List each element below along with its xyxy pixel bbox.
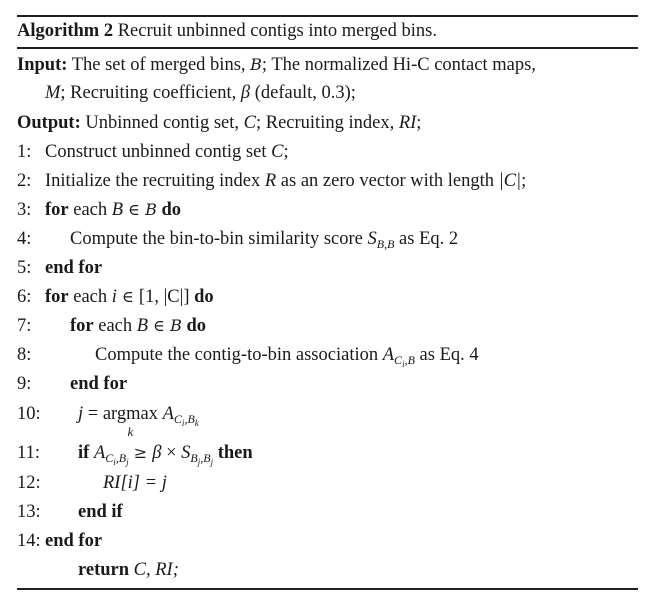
line-number: 8: xyxy=(17,345,32,365)
step-text-2: as an zero vector with length xyxy=(276,171,499,191)
equals-sign: = xyxy=(83,404,103,424)
step-text-2: as Eq. 4 xyxy=(414,345,479,365)
step-subscript: B,B xyxy=(376,237,395,251)
element-of-symbol: ∈ xyxy=(123,200,146,219)
bins-set-symbol: B xyxy=(170,316,182,335)
keyword-if: if xyxy=(78,443,90,463)
bins-set-symbol: B xyxy=(145,200,157,219)
subscript-i: i xyxy=(113,457,116,467)
keyword-for: for xyxy=(45,200,69,220)
input-text-2: ; Recruiting coefficient, xyxy=(60,83,241,103)
subscript-i: i xyxy=(181,418,185,428)
step-1 xyxy=(17,143,289,162)
line-number: 2: xyxy=(17,171,32,191)
step-3 xyxy=(17,201,181,220)
return-line xyxy=(78,561,179,580)
step-var: A xyxy=(93,443,106,463)
line-number: 4: xyxy=(17,229,32,249)
var-beta: β xyxy=(152,443,162,463)
step-13 xyxy=(17,502,123,522)
output-text-a: Unbinned contig set, xyxy=(85,113,244,133)
keyword-end-for: end for xyxy=(70,374,128,394)
line-number: 3: xyxy=(17,200,32,220)
line-number: 1: xyxy=(17,142,32,162)
line-number: 13: xyxy=(17,502,41,522)
keyword-return: return xyxy=(78,560,130,580)
argmax-text: argmax xyxy=(102,404,158,424)
step-text: Compute the contig-to-bin association xyxy=(95,345,383,365)
line-number: 7: xyxy=(17,316,32,336)
input-line-2 xyxy=(45,84,356,103)
output-line xyxy=(17,114,421,133)
output-label: Output: xyxy=(17,113,81,133)
var-beta: β xyxy=(240,83,251,103)
step-var: i xyxy=(111,287,117,307)
subscript-j: j xyxy=(126,457,129,467)
caption-rule xyxy=(17,47,638,49)
step-2 xyxy=(17,172,526,191)
subscript-c: C xyxy=(173,412,182,426)
step-end: ; xyxy=(283,142,289,162)
subscript-b: B xyxy=(190,451,198,465)
step-var-2: A xyxy=(162,404,174,424)
subscript-c: C xyxy=(394,353,403,367)
step-text: each xyxy=(68,200,112,220)
output-text-b: ; Recruiting index, xyxy=(255,113,399,133)
line-number: 12: xyxy=(17,473,41,493)
var-m: M xyxy=(45,83,61,103)
input-text-2b: (default, 0.3); xyxy=(250,83,356,103)
subscript-i: i xyxy=(402,359,405,369)
algorithm-title: Recruit unbinned contigs into merged bins. xyxy=(117,21,437,41)
subscript-c: C xyxy=(105,451,114,465)
line-number: 5: xyxy=(17,258,32,278)
input-text: The set of merged bins, xyxy=(71,55,251,75)
subscript-b-2: ,B xyxy=(200,451,211,465)
step-9 xyxy=(17,374,128,394)
algorithm-caption xyxy=(17,22,437,41)
step-4 xyxy=(17,229,459,251)
step-var-2: S xyxy=(181,443,191,463)
algorithm-label: Algorithm 2 xyxy=(17,21,114,41)
subscript-j-2: j xyxy=(210,457,214,467)
subscript-k: k xyxy=(194,418,199,428)
keyword-end-if: end if xyxy=(78,502,123,522)
bins-set-symbol: B xyxy=(250,55,262,74)
keyword-for: for xyxy=(70,316,94,336)
step-var: S xyxy=(367,229,377,249)
step-text: each xyxy=(68,287,112,307)
var-ri: RI xyxy=(398,113,417,133)
step-10 xyxy=(17,404,199,439)
line-number: 10: xyxy=(17,404,41,424)
step-var: A xyxy=(382,345,395,365)
keyword-end-for: end for xyxy=(45,258,103,278)
input-label: Input: xyxy=(17,55,68,75)
step-expression: RI[i] = j xyxy=(103,473,167,493)
step-12 xyxy=(17,473,167,493)
return-expression: C, RI; xyxy=(129,560,179,580)
step-5 xyxy=(17,259,102,278)
keyword-do: do xyxy=(181,316,207,336)
step-text: each xyxy=(93,316,137,336)
step-var: j xyxy=(78,404,84,424)
line-number: 14: xyxy=(17,531,41,551)
keyword-for: for xyxy=(45,287,69,307)
step-var: R xyxy=(264,171,277,191)
step-8 xyxy=(17,345,479,369)
line-number: 6: xyxy=(17,287,32,307)
geq-symbol: ≥ xyxy=(128,443,153,462)
argmax-operator xyxy=(102,404,158,439)
subscript-b: ,B xyxy=(404,353,415,367)
step-text: Initialize the recruiting index xyxy=(45,171,265,191)
times-symbol: × xyxy=(161,443,182,463)
keyword-do: do xyxy=(189,287,214,307)
keyword-end-for: end for xyxy=(45,531,103,551)
step-text-2: as Eq. 2 xyxy=(394,229,459,249)
element-of-symbol: ∈ xyxy=(116,287,139,306)
input-text-b: ; The normalized Hi-C contact maps, xyxy=(261,55,536,75)
bottom-rule xyxy=(17,588,638,590)
step-11 xyxy=(17,443,253,467)
step-14 xyxy=(17,532,102,551)
subscript-j: j xyxy=(197,457,201,467)
step-end: ; xyxy=(521,171,527,191)
element-of-symbol: ∈ xyxy=(148,316,171,335)
output-text-c: ; xyxy=(416,113,422,133)
subscript-b: ,B xyxy=(115,451,127,465)
step-range: [1, |C|] xyxy=(138,287,190,307)
step-7 xyxy=(17,316,207,336)
argmax-index: k xyxy=(127,424,134,439)
input-line-1 xyxy=(17,56,536,75)
step-abs: |C| xyxy=(498,171,522,191)
keyword-do: do xyxy=(156,200,182,220)
step-var: C xyxy=(271,142,284,162)
subscript-b: ,B xyxy=(184,412,195,426)
step-var: B xyxy=(136,316,149,336)
top-rule xyxy=(17,15,638,17)
step-var: B xyxy=(111,200,124,220)
step-text: Compute the bin-to-bin similarity score xyxy=(70,229,368,249)
line-number: 11: xyxy=(17,443,40,463)
step-text: Construct unbinned contig set xyxy=(45,142,272,162)
keyword-then: then xyxy=(213,443,253,463)
var-c: C xyxy=(243,113,256,133)
step-6 xyxy=(17,288,214,307)
line-number: 9: xyxy=(17,374,32,394)
